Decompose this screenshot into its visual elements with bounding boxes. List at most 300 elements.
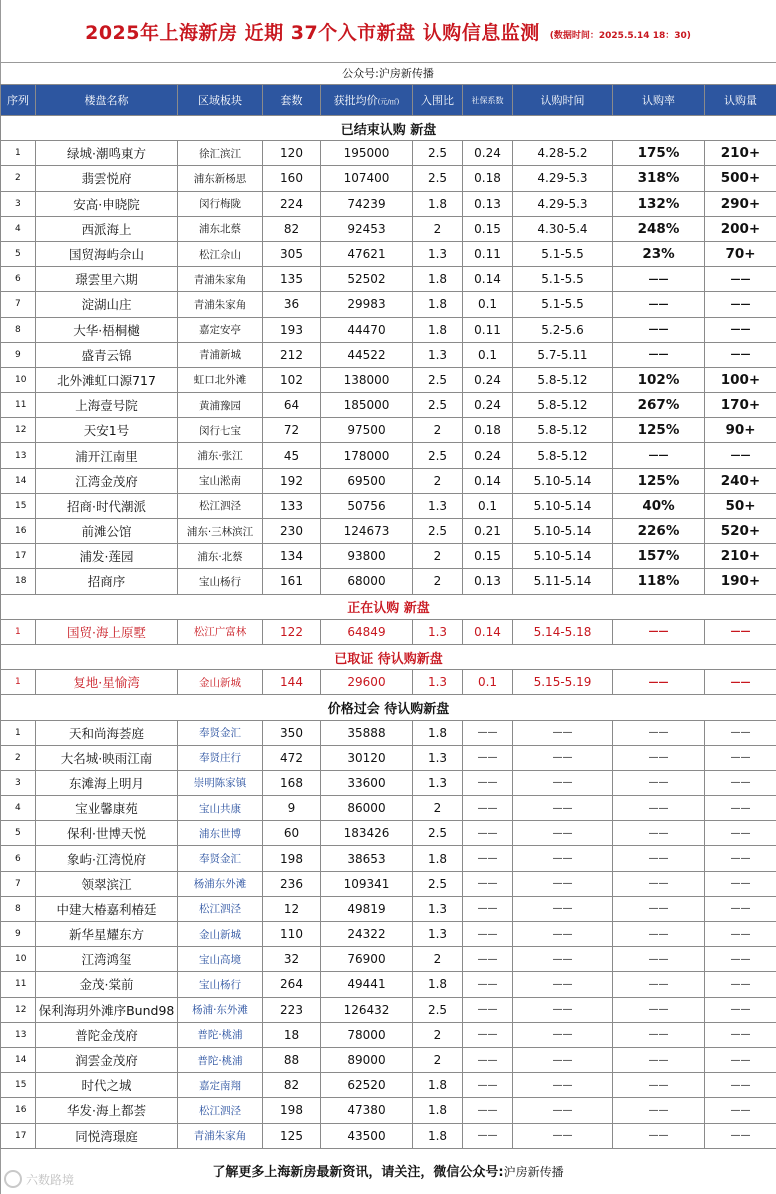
- social-security-coef: 0.24: [463, 443, 513, 468]
- row-index: 1: [1, 619, 36, 644]
- social-security-coef: ——: [463, 1073, 513, 1098]
- subscription-volume: ——: [705, 1047, 776, 1072]
- subscription-time: 5.8-5.12: [513, 418, 613, 443]
- unit-count: 160: [263, 166, 321, 191]
- avg-price: 47621: [321, 241, 413, 266]
- header-rate: 认购率: [613, 85, 705, 116]
- header-time: 认购时间: [513, 85, 613, 116]
- row-index: 15: [1, 1073, 36, 1098]
- unit-count: 161: [263, 569, 321, 594]
- footer-text: 了解更多上海新房最新资讯，请关注，微信公众号:: [212, 1165, 504, 1180]
- unit-count: 134: [263, 544, 321, 569]
- subscription-rate: ——: [613, 896, 705, 921]
- subscription-time: 5.14-5.18: [513, 619, 613, 644]
- table-row: [1, 191, 776, 216]
- unit-count: 305: [263, 241, 321, 266]
- row-index: 9: [1, 342, 36, 367]
- avg-price: 50756: [321, 493, 413, 518]
- entry-ratio: 1.8: [413, 191, 463, 216]
- social-security-coef: 0.15: [463, 216, 513, 241]
- table-row: [1, 1123, 776, 1148]
- unit-count: 198: [263, 846, 321, 871]
- row-index: 13: [1, 1022, 36, 1047]
- subscription-time: 5.10-5.14: [513, 468, 613, 493]
- subscription-volume: ——: [705, 292, 776, 317]
- unit-count: 472: [263, 745, 321, 770]
- subscription-volume: ——: [705, 1123, 776, 1148]
- subscription-rate: ——: [613, 443, 705, 468]
- row-index: 1: [1, 720, 36, 745]
- table-header: [1, 85, 776, 116]
- row-index: 10: [1, 367, 36, 392]
- subscription-volume: 200+: [705, 216, 776, 241]
- unit-count: 102: [263, 367, 321, 392]
- avg-price: 29983: [321, 292, 413, 317]
- subscription-rate: ——: [613, 745, 705, 770]
- entry-ratio: 2: [413, 418, 463, 443]
- row-index: 12: [1, 997, 36, 1022]
- unit-count: 88: [263, 1047, 321, 1072]
- district: 虹口北外滩: [178, 367, 263, 392]
- project-name: 新华星耀东方: [36, 922, 178, 947]
- project-name: 领翠滨江: [36, 871, 178, 896]
- entry-ratio: 1.3: [413, 770, 463, 795]
- subscription-time: ——: [513, 745, 613, 770]
- subscription-time: ——: [513, 871, 613, 896]
- row-index: 7: [1, 871, 36, 896]
- table-row: [1, 720, 776, 745]
- subscription-time: ——: [513, 922, 613, 947]
- subscription-rate: ——: [613, 997, 705, 1022]
- section-header-passed: [1, 695, 776, 720]
- subscription-time: ——: [513, 720, 613, 745]
- row-index: 7: [1, 292, 36, 317]
- title-row: [0, 0, 776, 62]
- subscription-rate: 102%: [613, 367, 705, 392]
- project-name: 江湾金茂府: [36, 468, 178, 493]
- subscription-time: 5.10-5.14: [513, 493, 613, 518]
- subscription-volume: ——: [705, 670, 776, 695]
- table-row: [1, 393, 776, 418]
- social-security-coef: 0.24: [463, 141, 513, 166]
- row-index: 10: [1, 947, 36, 972]
- row-index: 13: [1, 443, 36, 468]
- unit-count: 120: [263, 141, 321, 166]
- project-name: 绿城·潮鸣東方: [36, 141, 178, 166]
- district: 嘉定南翔: [178, 1073, 263, 1098]
- unit-count: 82: [263, 216, 321, 241]
- subscription-volume: ——: [705, 997, 776, 1022]
- table-row: [1, 267, 776, 292]
- subscription-volume: ——: [705, 619, 776, 644]
- subscription-time: ——: [513, 1098, 613, 1123]
- subscription-volume: 210+: [705, 141, 776, 166]
- subscription-rate: 23%: [613, 241, 705, 266]
- social-security-coef: 0.1: [463, 292, 513, 317]
- table-row: [1, 317, 776, 342]
- avg-price: 24322: [321, 922, 413, 947]
- subscription-time: ——: [513, 1022, 613, 1047]
- subscription-rate: ——: [613, 922, 705, 947]
- subscription-rate: 118%: [613, 569, 705, 594]
- subscription-volume: 240+: [705, 468, 776, 493]
- entry-ratio: 1.8: [413, 1098, 463, 1123]
- district: 青浦朱家角: [178, 267, 263, 292]
- unit-count: 64: [263, 393, 321, 418]
- watermark-text: 六数路境: [26, 1172, 75, 1187]
- header-units: 套数: [263, 85, 321, 116]
- project-name: 大华·梧桐樾: [36, 317, 178, 342]
- avg-price: 78000: [321, 1022, 413, 1047]
- subscription-volume: ——: [705, 972, 776, 997]
- subscription-volume: ——: [705, 1073, 776, 1098]
- district: 浦东·北蔡: [178, 544, 263, 569]
- social-security-coef: ——: [463, 871, 513, 896]
- row-index: 4: [1, 216, 36, 241]
- entry-ratio: 1.8: [413, 972, 463, 997]
- table-row: [1, 342, 776, 367]
- project-name: 象屿·江湾悦府: [36, 846, 178, 871]
- entry-ratio: 1.8: [413, 720, 463, 745]
- project-name: 北外滩虹口源717: [36, 367, 178, 392]
- subscription-volume: ——: [705, 896, 776, 921]
- subscription-rate: ——: [613, 1098, 705, 1123]
- district: 浦东北蔡: [178, 216, 263, 241]
- row-index: 1: [1, 141, 36, 166]
- district: 闵行七宝: [178, 418, 263, 443]
- project-name: 润雲金茂府: [36, 1047, 178, 1072]
- subscription-rate: 175%: [613, 141, 705, 166]
- avg-price: 93800: [321, 544, 413, 569]
- subscription-time: 5.8-5.12: [513, 443, 613, 468]
- subscription-rate: ——: [613, 821, 705, 846]
- district: 黄浦豫园: [178, 393, 263, 418]
- subscription-volume: ——: [705, 1022, 776, 1047]
- entry-ratio: 1.8: [413, 267, 463, 292]
- table-row: [1, 846, 776, 871]
- row-index: 17: [1, 1123, 36, 1148]
- entry-ratio: 2: [413, 569, 463, 594]
- subscription-rate: ——: [613, 670, 705, 695]
- subscription-rate: 157%: [613, 544, 705, 569]
- unit-count: 72: [263, 418, 321, 443]
- social-security-coef: 0.1: [463, 493, 513, 518]
- row-index: 17: [1, 544, 36, 569]
- district: 松江泗泾: [178, 896, 263, 921]
- unit-count: 36: [263, 292, 321, 317]
- table-row: [1, 997, 776, 1022]
- header-ratio: 入围比: [413, 85, 463, 116]
- header-price-unit: (元/㎡): [377, 98, 400, 106]
- subscription-rate: 318%: [613, 166, 705, 191]
- subscription-time: ——: [513, 896, 613, 921]
- row-index: 18: [1, 569, 36, 594]
- footer: [0, 1151, 776, 1194]
- subscription-time: 5.7-5.11: [513, 342, 613, 367]
- entry-ratio: 1.8: [413, 317, 463, 342]
- project-name: 普陀金茂府: [36, 1022, 178, 1047]
- avg-price: 183426: [321, 821, 413, 846]
- subscription-time: ——: [513, 1073, 613, 1098]
- subscription-volume: ——: [705, 720, 776, 745]
- avg-price: 126432: [321, 997, 413, 1022]
- district: 杨浦东外滩: [178, 871, 263, 896]
- header-price-label: 获批均价: [333, 94, 378, 107]
- row-index: 8: [1, 317, 36, 342]
- entry-ratio: 1.3: [413, 619, 463, 644]
- avg-price: 107400: [321, 166, 413, 191]
- entry-ratio: 1.3: [413, 896, 463, 921]
- entry-ratio: 1.8: [413, 1073, 463, 1098]
- header-district: 区域板块: [178, 85, 263, 116]
- district: 徐汇滨江: [178, 141, 263, 166]
- unit-count: 135: [263, 267, 321, 292]
- section-header-done: [1, 116, 776, 141]
- avg-price: 35888: [321, 720, 413, 745]
- subscription-time: 5.1-5.5: [513, 267, 613, 292]
- unit-count: 212: [263, 342, 321, 367]
- project-name: 璟雲里六期: [36, 267, 178, 292]
- subscription-volume: 210+: [705, 544, 776, 569]
- avg-price: 195000: [321, 141, 413, 166]
- district: 浦东新杨思: [178, 166, 263, 191]
- project-name: 保利·世博天悦: [36, 821, 178, 846]
- social-security-coef: ——: [463, 720, 513, 745]
- unit-count: 82: [263, 1073, 321, 1098]
- row-index: 8: [1, 896, 36, 921]
- avg-price: 74239: [321, 191, 413, 216]
- subscription-volume: 90+: [705, 418, 776, 443]
- subscription-volume: ——: [705, 871, 776, 896]
- subscription-time: ——: [513, 947, 613, 972]
- avg-price: 97500: [321, 418, 413, 443]
- project-name: 招商序: [36, 569, 178, 594]
- row-index: 5: [1, 821, 36, 846]
- subscription-time: 4.30-5.4: [513, 216, 613, 241]
- section-title: 已结束认购 新盘: [1, 116, 776, 141]
- row-index: 11: [1, 972, 36, 997]
- table-row: [1, 493, 776, 518]
- row-index: 4: [1, 796, 36, 821]
- table-row: [1, 821, 776, 846]
- entry-ratio: 2.5: [413, 997, 463, 1022]
- subscription-volume: ——: [705, 821, 776, 846]
- table-row: [1, 569, 776, 594]
- avg-price: 44522: [321, 342, 413, 367]
- district: 浦东·张江: [178, 443, 263, 468]
- unit-count: 9: [263, 796, 321, 821]
- subscription-volume: ——: [705, 745, 776, 770]
- social-security-coef: 0.11: [463, 317, 513, 342]
- subscription-volume: ——: [705, 846, 776, 871]
- entry-ratio: 2.5: [413, 443, 463, 468]
- avg-price: 64849: [321, 619, 413, 644]
- social-security-coef: 0.13: [463, 191, 513, 216]
- row-index: 2: [1, 166, 36, 191]
- district: 松江泗泾: [178, 493, 263, 518]
- subscription-volume: 70+: [705, 241, 776, 266]
- subscription-rate: 40%: [613, 493, 705, 518]
- social-security-coef: 0.18: [463, 166, 513, 191]
- subscription-rate: 125%: [613, 468, 705, 493]
- project-name: 天安1号: [36, 418, 178, 443]
- subscription-volume: ——: [705, 1098, 776, 1123]
- project-name: 上海壹号院: [36, 393, 178, 418]
- subscription-time: 5.8-5.12: [513, 367, 613, 392]
- unit-count: 12: [263, 896, 321, 921]
- project-name: 盛青云锦: [36, 342, 178, 367]
- unit-count: 133: [263, 493, 321, 518]
- row-index: 1: [1, 670, 36, 695]
- subscription-time: ——: [513, 770, 613, 795]
- unit-count: 125: [263, 1123, 321, 1148]
- project-name: 国贸海屿佘山: [36, 241, 178, 266]
- table-row: [1, 947, 776, 972]
- subscription-rate: ——: [613, 342, 705, 367]
- unit-count: 60: [263, 821, 321, 846]
- subscription-time: 4.29-5.3: [513, 166, 613, 191]
- entry-ratio: 1.3: [413, 342, 463, 367]
- row-index: 3: [1, 191, 36, 216]
- table-row: [1, 1047, 776, 1072]
- entry-ratio: 1.3: [413, 670, 463, 695]
- subscription-volume: ——: [705, 443, 776, 468]
- subscription-volume: 190+: [705, 569, 776, 594]
- table-row: [1, 468, 776, 493]
- avg-price: 44470: [321, 317, 413, 342]
- avg-price: 68000: [321, 569, 413, 594]
- avg-price: 138000: [321, 367, 413, 392]
- row-index: 14: [1, 468, 36, 493]
- subscription-volume: 170+: [705, 393, 776, 418]
- subscription-volume: ——: [705, 267, 776, 292]
- entry-ratio: 2: [413, 796, 463, 821]
- subscription-rate: ——: [613, 1022, 705, 1047]
- avg-price: 185000: [321, 393, 413, 418]
- page-title: 2025年上海新房 近期 37个入市新盘 认购信息监测: [85, 21, 540, 44]
- subscription-volume: ——: [705, 342, 776, 367]
- row-index: 16: [1, 519, 36, 544]
- entry-ratio: 2: [413, 544, 463, 569]
- subscription-time: ——: [513, 997, 613, 1022]
- subscription-volume: ——: [705, 947, 776, 972]
- subscription-volume: ——: [705, 770, 776, 795]
- subscription-time: ——: [513, 1047, 613, 1072]
- table-row: [1, 770, 776, 795]
- subscription-rate: ——: [613, 770, 705, 795]
- subtitle-account: 公众号:沪房新传播: [0, 62, 776, 85]
- avg-price: 33600: [321, 770, 413, 795]
- subscription-time: ——: [513, 796, 613, 821]
- data-timestamp: (数据时间：2025.5.14 18：30): [549, 30, 691, 41]
- subscription-volume: 290+: [705, 191, 776, 216]
- social-security-coef: ——: [463, 1047, 513, 1072]
- project-name: 淀湖山庄: [36, 292, 178, 317]
- unit-count: 230: [263, 519, 321, 544]
- unit-count: 193: [263, 317, 321, 342]
- subscription-rate: 267%: [613, 393, 705, 418]
- district: 嘉定安亭: [178, 317, 263, 342]
- subscription-rate: ——: [613, 267, 705, 292]
- social-security-coef: 0.1: [463, 342, 513, 367]
- subscription-rate: ——: [613, 619, 705, 644]
- subscription-rate: ——: [613, 796, 705, 821]
- district: 青浦新城: [178, 342, 263, 367]
- social-security-coef: 0.13: [463, 569, 513, 594]
- district: 浦东·三林滨江: [178, 519, 263, 544]
- subscription-time: ——: [513, 1123, 613, 1148]
- subscription-rate: 248%: [613, 216, 705, 241]
- table-body: [1, 116, 776, 1149]
- avg-price: 29600: [321, 670, 413, 695]
- district: 宝山高境: [178, 947, 263, 972]
- subscription-rate: ——: [613, 292, 705, 317]
- project-name: 浦发·莲园: [36, 544, 178, 569]
- district: 普陀·桃浦: [178, 1047, 263, 1072]
- subscription-time: 5.10-5.14: [513, 519, 613, 544]
- project-name: 浦开江南里: [36, 443, 178, 468]
- subscription-rate: ——: [613, 317, 705, 342]
- entry-ratio: 2.5: [413, 821, 463, 846]
- social-security-coef: ——: [463, 770, 513, 795]
- district: 宝山杨行: [178, 569, 263, 594]
- table-row: [1, 1022, 776, 1047]
- social-security-coef: 0.14: [463, 267, 513, 292]
- row-index: 11: [1, 393, 36, 418]
- district: 杨浦·东外滩: [178, 997, 263, 1022]
- subscription-time: 4.28-5.2: [513, 141, 613, 166]
- row-index: 6: [1, 846, 36, 871]
- unit-count: 122: [263, 619, 321, 644]
- subscription-rate: ——: [613, 947, 705, 972]
- project-name: 复地·星愉湾: [36, 670, 178, 695]
- header-volume: 认购量: [705, 85, 776, 116]
- subscription-time: 5.1-5.5: [513, 241, 613, 266]
- avg-price: 69500: [321, 468, 413, 493]
- unit-count: 32: [263, 947, 321, 972]
- table-row: [1, 141, 776, 166]
- section-title: 正在认购 新盘: [1, 594, 776, 619]
- avg-price: 86000: [321, 796, 413, 821]
- social-security-coef: ——: [463, 796, 513, 821]
- table-row: [1, 544, 776, 569]
- section-header-certified: [1, 644, 776, 669]
- social-security-coef: 0.21: [463, 519, 513, 544]
- district: 奉贤金汇: [178, 846, 263, 871]
- watermark: [4, 1170, 74, 1188]
- entry-ratio: 1.3: [413, 745, 463, 770]
- project-name: 金茂·棠前: [36, 972, 178, 997]
- subscription-rate: ——: [613, 1047, 705, 1072]
- district: 青浦朱家角: [178, 1123, 263, 1148]
- project-name: 国贸·海上原墅: [36, 619, 178, 644]
- social-security-coef: ——: [463, 745, 513, 770]
- district: 崇明陈家镇: [178, 770, 263, 795]
- social-security-coef: ——: [463, 1123, 513, 1148]
- subscription-volume: ——: [705, 317, 776, 342]
- subscription-volume: 520+: [705, 519, 776, 544]
- table-row: [1, 972, 776, 997]
- table-row: [1, 1098, 776, 1123]
- subscription-volume: 50+: [705, 493, 776, 518]
- social-security-coef: ——: [463, 922, 513, 947]
- table-row: [1, 670, 776, 695]
- social-security-coef: ——: [463, 997, 513, 1022]
- district: 金山新城: [178, 922, 263, 947]
- avg-price: 124673: [321, 519, 413, 544]
- project-name: 前滩公馆: [36, 519, 178, 544]
- footer-account: 沪房新传播: [503, 1165, 564, 1179]
